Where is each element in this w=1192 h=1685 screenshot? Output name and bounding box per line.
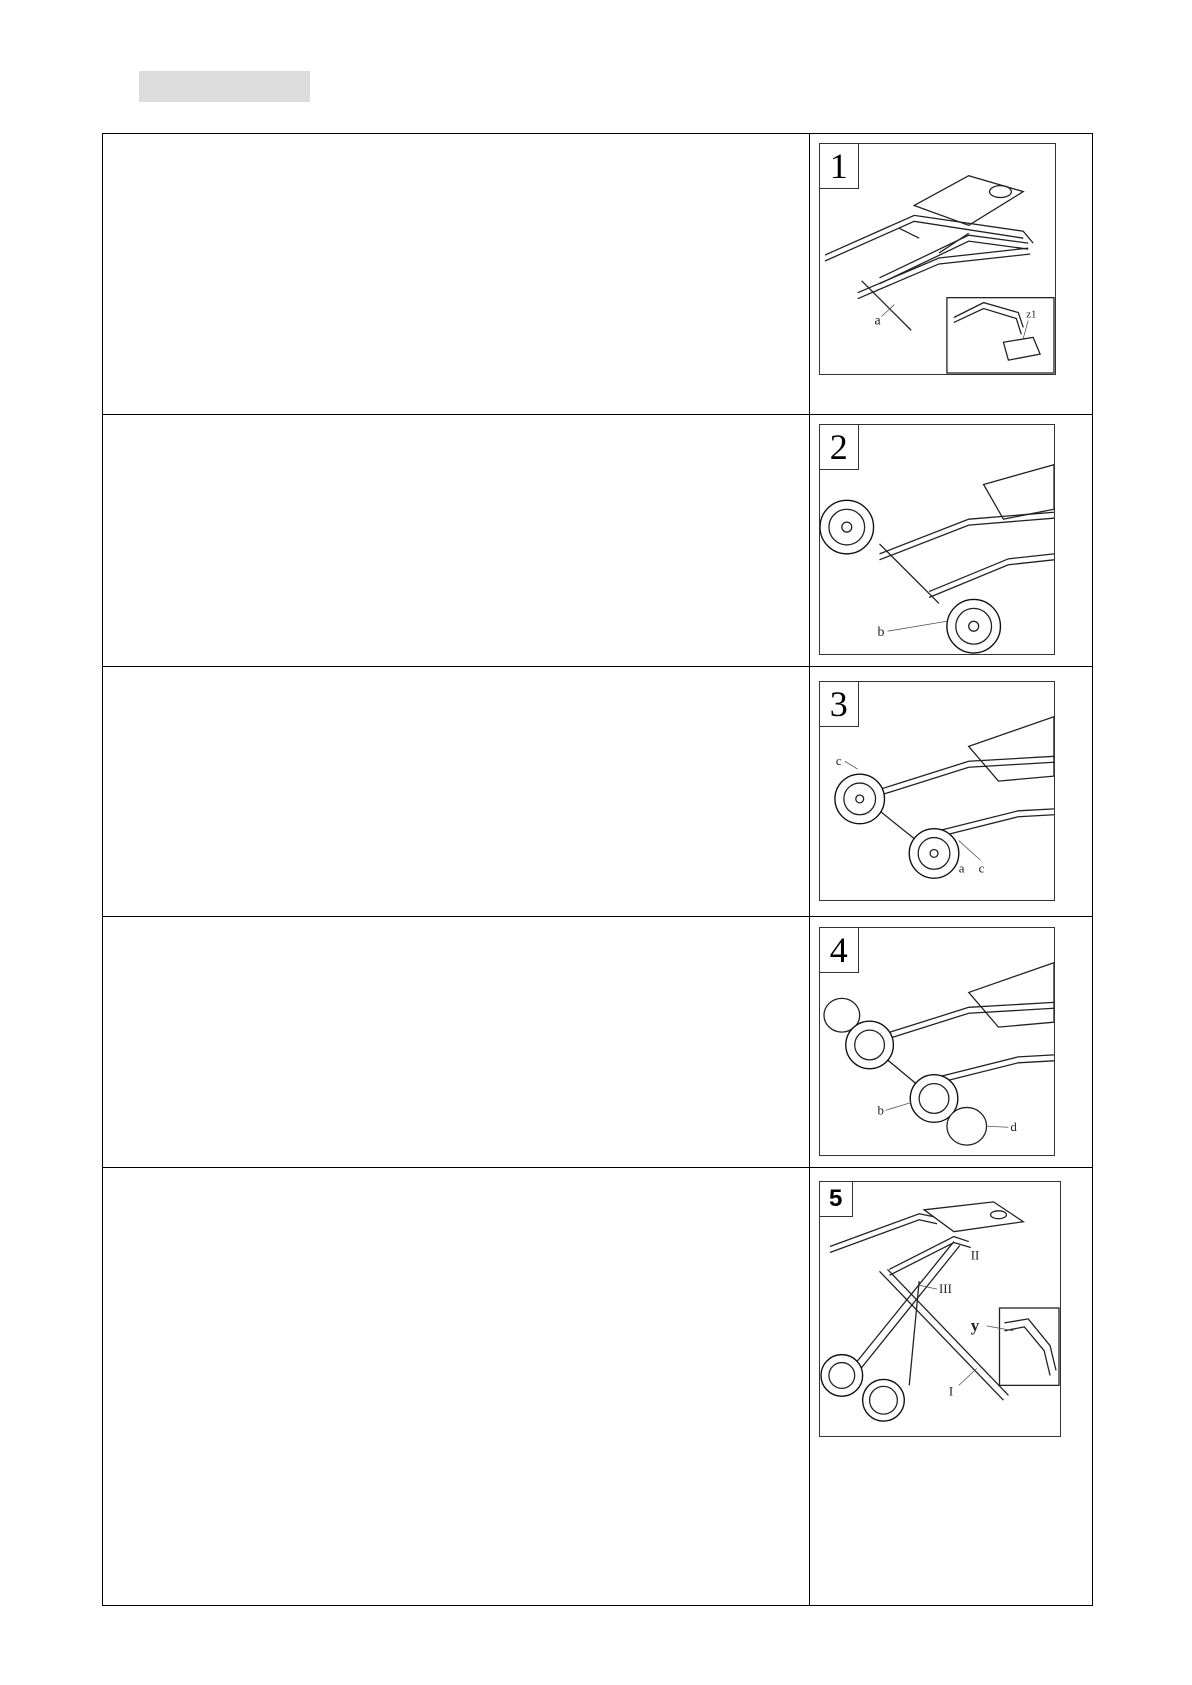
step-row-3	[103, 667, 1093, 916]
step-2-figure	[819, 424, 1055, 655]
step-5-figure-cell	[809, 1167, 1092, 1605]
step-4-instruction-cell	[103, 916, 810, 1167]
step-3-figure-cell	[809, 667, 1092, 916]
step-row-1	[103, 134, 1093, 415]
hubcap-right	[947, 1107, 987, 1145]
step-1-figure	[819, 143, 1056, 375]
step-1-figure-cell	[809, 134, 1092, 415]
label-d: d	[1010, 1119, 1017, 1134]
step-4-figure	[819, 927, 1055, 1156]
shelf-plate	[968, 962, 1053, 1026]
step-3-instruction-cell	[103, 667, 810, 916]
label-a: a	[958, 861, 965, 876]
step-5-drawing	[820, 1182, 1060, 1436]
wheel-left	[835, 774, 885, 824]
step-2-instruction	[103, 415, 809, 666]
step-4-figure-cell	[809, 916, 1092, 1167]
step-1-number: 1	[819, 143, 859, 189]
shelf-plate	[924, 1202, 1023, 1232]
axle-rod	[861, 281, 911, 331]
shelf-plate	[983, 465, 1053, 520]
step-row-2	[103, 415, 1093, 667]
label-c-bottom: c	[978, 861, 985, 876]
wheel-right	[909, 829, 959, 879]
section-header-bar	[139, 71, 310, 102]
step-5-instruction	[103, 1168, 809, 1605]
wheel-left	[846, 1021, 894, 1069]
step-2-number: 2	[819, 424, 859, 470]
label-c-top: c	[835, 754, 842, 769]
step-row-4	[103, 916, 1093, 1167]
step-1-instruction-cell	[103, 134, 810, 415]
step-3-instruction	[103, 667, 809, 915]
label-b: b	[877, 1102, 884, 1117]
step-3-figure	[819, 681, 1055, 901]
leg-front	[849, 1241, 953, 1370]
step-4-number: 4	[819, 927, 859, 973]
wheel-right	[862, 1379, 904, 1421]
axle-rod	[879, 544, 938, 603]
wheel-left	[821, 1354, 863, 1396]
label-roman-two: II	[970, 1248, 980, 1263]
wheel-right	[947, 600, 1001, 654]
label-a: a	[874, 313, 881, 329]
detail-inset	[947, 298, 1054, 373]
step-5-number: 5	[819, 1181, 853, 1217]
step-4-instruction	[103, 917, 809, 1167]
step-row-5	[103, 1167, 1093, 1605]
step-1-instruction	[103, 134, 809, 414]
label-z1: z1	[1025, 308, 1037, 321]
step-3-number: 3	[819, 681, 859, 727]
step-5-instruction-cell	[103, 1167, 810, 1605]
step-2-instruction-cell	[103, 415, 810, 667]
assembly-steps-table	[102, 133, 1093, 1606]
step-2-figure-cell	[809, 415, 1092, 667]
label-roman-three: III	[938, 1281, 952, 1296]
label-roman-one: I	[948, 1383, 953, 1398]
label-b: b	[877, 625, 885, 641]
shelf-plate	[968, 717, 1053, 781]
label-y: y	[970, 1315, 979, 1335]
wheel-left	[820, 501, 874, 555]
step-5-figure	[819, 1181, 1061, 1437]
